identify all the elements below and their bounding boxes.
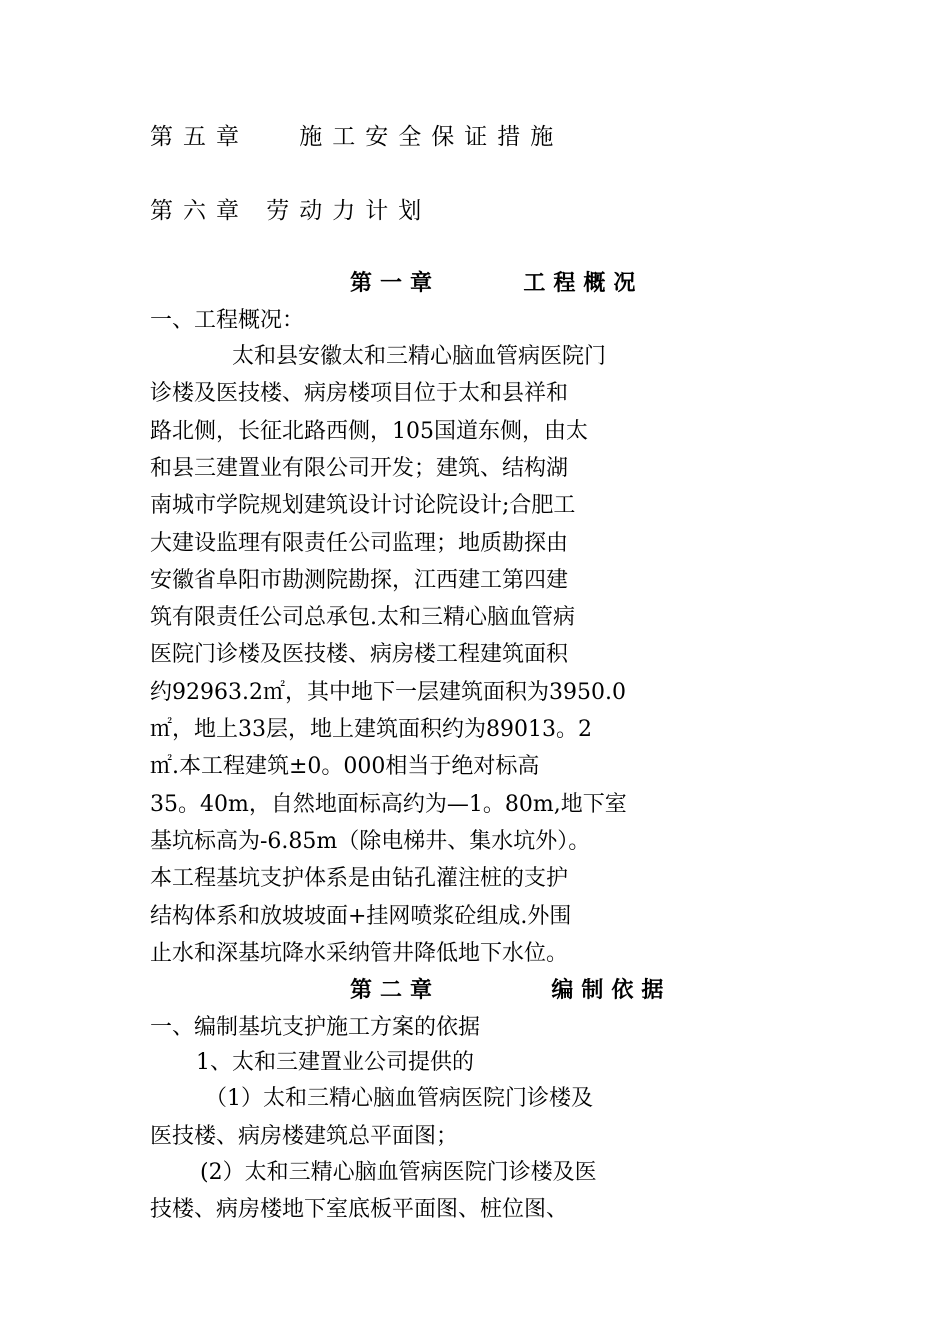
toc-chapter-5: 第五章 施工安全保证措施 (150, 124, 564, 150)
basis-sub-item-1-line-2: 医技楼、病房楼建筑总平面图； (150, 1124, 459, 1149)
paragraph-line: 约92963.2㎡，其中地下一层建筑面积为3950.0 (150, 679, 626, 705)
chapter-1-title: 工程概况 (523, 270, 644, 296)
paragraph-line: 大建设监理有限责任公司监理；地质勘探由 (150, 530, 569, 556)
chapter-2-title: 编制依据 (551, 977, 672, 1003)
toc-chapter-6: 第六章 劳动力计划 (150, 198, 432, 224)
chapter-2-heading (350, 975, 671, 1005)
basis-sub-item-2-line-1: (2）太和三精心脑血管病医院门诊楼及医 (200, 1160, 597, 1185)
chapter-1-section-title: 一、工程概况： (150, 308, 305, 333)
paragraph-line: 安徽省阜阳市勘测院勘探，江西建工第四建 (150, 567, 569, 593)
paragraph-line: 和县三建置业有限公司开发；建筑、结构湖 (150, 455, 569, 481)
basis-item-1: 1、太和三建置业公司提供的 (196, 1050, 474, 1075)
paragraph-line: ㎡.本工程建筑±0。000相当于绝对标高 (150, 754, 540, 780)
chapter-2-section-title: 一、编制基坑支护施工方案的依据 (150, 1015, 481, 1040)
paragraph-line: 路北侧，长征北路西侧，105国道东侧，由太 (150, 418, 588, 444)
paragraph-line: 医院门诊楼及医技楼、病房楼工程建筑面积 (150, 642, 569, 668)
paragraph-line: 本工程基坑支护体系是由钻孔灌注桩的支护 (150, 866, 569, 892)
chapter-1-heading (350, 268, 643, 298)
paragraph-line: 35。40m，自然地面标高约为—1。80m,地下室 (150, 791, 627, 817)
basis-sub-item-2-line-2: 技楼、病房楼地下室底板平面图、桩位图、 (150, 1197, 569, 1222)
paragraph-line: 太和县安徽太和三精心脑血管病医院门 (232, 344, 607, 369)
chapter-2-number: 第二章 (350, 977, 441, 1003)
paragraph-line: 筑有限责任公司总承包.太和三精心脑血管病 (150, 605, 575, 631)
basis-sub-item-1-line-1: （1）太和三精心脑血管病医院门诊楼及 (205, 1086, 593, 1111)
paragraph-line: ㎡，地上33层，地上建筑面积约为89013。2 (150, 717, 592, 742)
paragraph-line: 基坑标高为-6.85m（除电梯井、集水坑外）。 (150, 828, 591, 854)
paragraph-line: 诊楼及医技楼、病房楼项目位于太和县祥和 (150, 381, 569, 407)
paragraph-line: 结构体系和放坡坡面+挂网喷浆砼组成.外围 (150, 903, 572, 929)
paragraph-line: 南城市学院规划建筑设计讨论院设计;合肥工 (150, 493, 576, 519)
chapter-1-number: 第一章 (350, 270, 441, 296)
paragraph-line: 止水和深基坑降水采纳管井降低地下水位。 (150, 940, 569, 966)
